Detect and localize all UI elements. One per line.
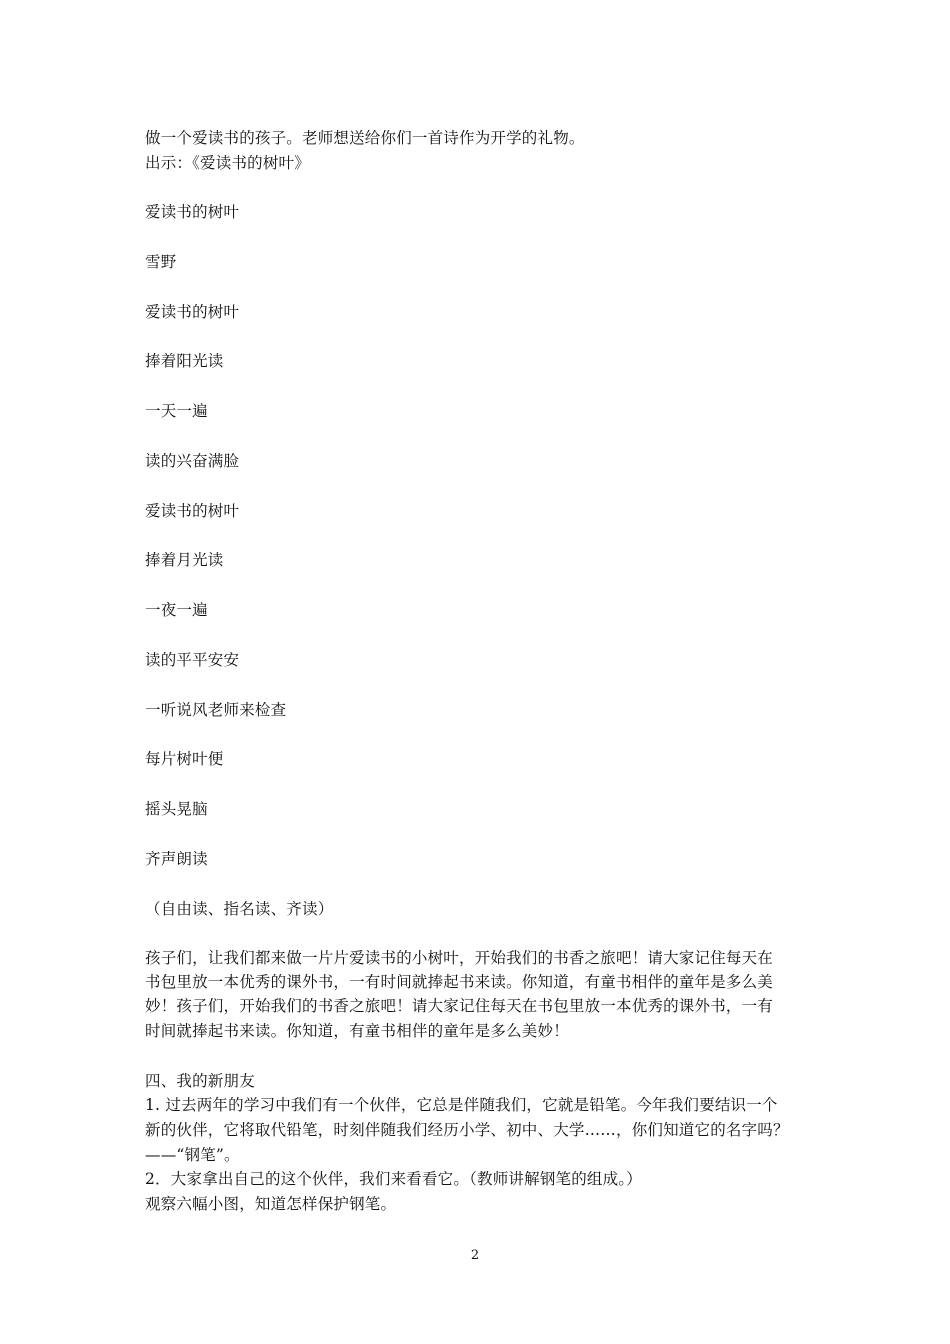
list-item-1-line: ——“钢笔”。 <box>145 1146 240 1164</box>
list-item-1-line: 1. 过去两年的学习中我们有一个伙伴，它总是伴随我们，它就是铅笔。今年我们要结识一个 <box>145 1096 778 1114</box>
poem-line: 摇头晃脑 <box>145 800 208 818</box>
poem-line: 捧着月光读 <box>145 551 224 569</box>
poem-line: 一夜一遍 <box>145 601 208 619</box>
poem-line: 齐声朗读 <box>145 850 208 868</box>
poem-line: 读的兴奋满脸 <box>145 452 240 470</box>
section-heading: 四、我的新朋友 <box>145 1072 255 1090</box>
page-number: 2 <box>470 1248 480 1263</box>
poem-line: 一天一遍 <box>145 402 208 420</box>
poem-line: 爱读书的树叶 <box>145 502 240 520</box>
closing-paragraph-line: 时间就捧起书来读。你知道，有童书相伴的童年是多么美妙！ <box>145 1022 569 1040</box>
poem-line: 捧着阳光读 <box>145 352 224 370</box>
reading-note: （自由读、指名读、齐读） <box>145 900 334 918</box>
closing-paragraph-line: 书包里放一本优秀的课外书，一有时间就捧起书来读。你知道，有童书相伴的童年是多么美 <box>145 973 774 991</box>
list-item-2: 2．大家拿出自己的这个伙伴，我们来看看它。（教师讲解钢笔的组成。） <box>145 1170 642 1188</box>
list-item-1-line: 新的伙伴，它将取代铅笔，时刻伴随我们经历小学、初中、大学……，你们知道它的名字吗？ <box>145 1121 789 1139</box>
intro-line-2: 出示：《爱读书的树叶》 <box>145 154 310 172</box>
poem-title: 爱读书的树叶 <box>145 203 240 221</box>
closing-paragraph-line: 妙！孩子们，开始我们的书香之旅吧！请大家记住每天在书包里放一本优秀的课外书，一有 <box>145 997 774 1015</box>
intro-line-1: 做一个爱读书的孩子。老师想送给你们一首诗作为开学的礼物。 <box>145 129 585 147</box>
closing-paragraph-line: 孩子们，让我们都来做一片片爱读书的小树叶，开始我们的书香之旅吧！请大家记住每天在 <box>145 949 774 967</box>
poem-line: 爱读书的树叶 <box>145 303 240 321</box>
poem-line: 读的平平安安 <box>145 651 240 669</box>
poem-author: 雪野 <box>145 253 177 271</box>
poem-line: 一听说风老师来检查 <box>145 701 287 719</box>
poem-line: 每片树叶便 <box>145 750 224 768</box>
list-item-2-note: 观察六幅小图，知道怎样保护钢笔。 <box>145 1195 397 1213</box>
